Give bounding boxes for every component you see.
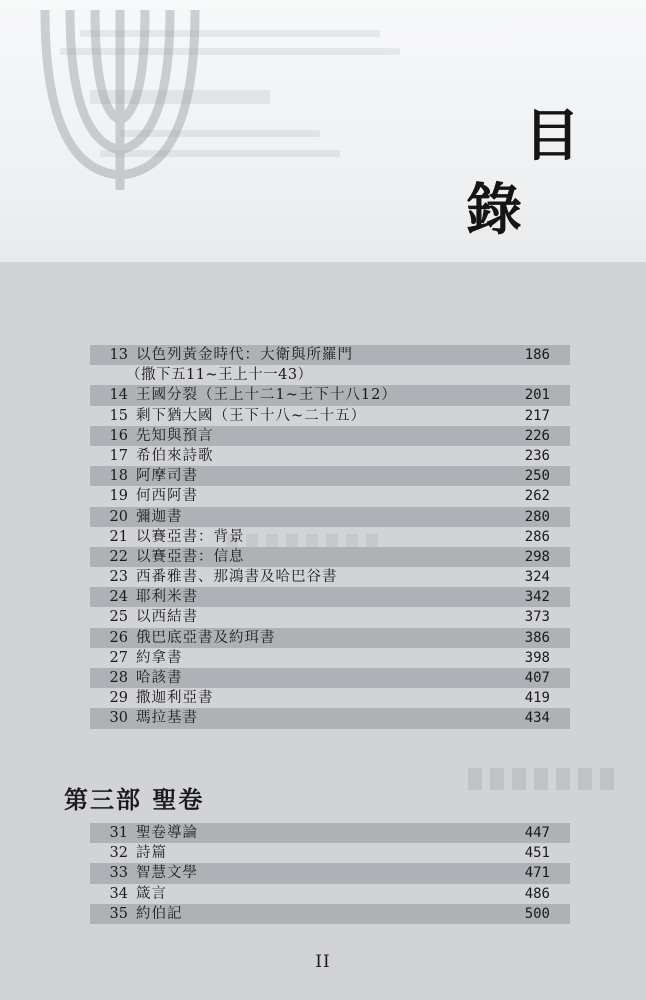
toc-entry-title: 箴言 xyxy=(136,885,167,902)
toc-entry-page: 434 xyxy=(524,710,550,727)
toc-entry-page: 419 xyxy=(524,690,550,707)
toc-entry xyxy=(90,567,570,587)
toc-entry-title: 約拿書 xyxy=(136,649,183,666)
toc-entry xyxy=(90,668,570,688)
toc-entry-number: 33 xyxy=(109,865,128,882)
toc-entry-title: 以賽亞書：信息 xyxy=(136,548,245,565)
toc-entry-number: 31 xyxy=(109,825,128,841)
toc-entry-page: 186 xyxy=(524,347,550,363)
toc-entry-title: 阿摩司書 xyxy=(136,468,198,485)
toc-entry-number: 27 xyxy=(109,649,128,666)
toc-entry-number: 35 xyxy=(109,905,128,922)
toc-entry xyxy=(90,708,570,728)
toc-entry-page: 398 xyxy=(524,649,550,666)
toc-entry-title: 希伯來詩歌 xyxy=(136,447,214,464)
toc-entry-subtitle: （撒下五11~王上十一43） xyxy=(126,367,313,384)
toc-entry-title: 以色列黃金時代：大衛與所羅門 xyxy=(136,347,353,363)
toc-entry-title: 何西阿書 xyxy=(136,488,198,505)
toc-entry xyxy=(90,385,570,405)
toc-entry xyxy=(90,607,570,627)
toc-entry-number: 28 xyxy=(109,670,128,686)
bleed-through-text xyxy=(468,768,618,790)
toc-entry xyxy=(90,587,570,607)
toc-list-part3 xyxy=(90,823,570,924)
toc-entry-number: 32 xyxy=(109,845,128,862)
toc-entry-number: 13 xyxy=(109,347,128,363)
toc-entry xyxy=(90,426,570,446)
toc-entry-title: 剩下猶大國（王下十八~二十五） xyxy=(136,407,367,424)
toc-entry xyxy=(90,863,570,883)
toc-entry xyxy=(90,884,570,904)
toc-entry-page: 250 xyxy=(524,468,550,485)
toc-entry-number: 15 xyxy=(109,407,128,424)
toc-entry-page: 280 xyxy=(524,508,550,525)
toc-entry-title: 瑪拉基書 xyxy=(136,710,198,727)
toc-entry-number: 16 xyxy=(109,427,128,444)
toc-entry-number: 21 xyxy=(109,528,128,545)
toc-entry-number: 23 xyxy=(109,569,128,586)
toc-entry-number: 22 xyxy=(109,548,128,565)
toc-entry xyxy=(90,843,570,863)
toc-entry-number: 29 xyxy=(109,690,128,707)
toc-entry-page: 217 xyxy=(524,407,550,424)
toc-entry xyxy=(90,507,570,527)
toc-entry xyxy=(90,466,570,486)
toc-entry-number: 34 xyxy=(109,885,128,902)
toc-entry-number: 17 xyxy=(109,447,128,464)
toc-entry-title: 哈該書 xyxy=(136,670,183,686)
header-banner xyxy=(0,0,646,262)
toc-entry-number: 20 xyxy=(109,508,128,525)
toc-entry-number: 30 xyxy=(109,710,128,727)
toc-entry xyxy=(90,823,570,843)
toc-entry-page: 201 xyxy=(524,387,550,404)
toc-entry xyxy=(90,446,570,466)
toc-entry-page: 500 xyxy=(524,905,550,922)
toc-entry xyxy=(90,688,570,708)
toc-entry-page: 342 xyxy=(524,589,550,606)
toc-entry xyxy=(90,365,570,385)
section-heading-part3: 第三部 聖卷 xyxy=(64,785,205,814)
toc-entry-title: 以西結書 xyxy=(136,609,198,626)
toc-entry-number: 18 xyxy=(109,468,128,485)
toc-entry xyxy=(90,904,570,924)
toc-entry-title: 以賽亞書：背景 xyxy=(136,528,245,545)
toc-entry-number: 25 xyxy=(109,609,128,626)
toc-entry xyxy=(90,486,570,506)
toc-entry-page: 451 xyxy=(524,845,550,862)
toc-entry xyxy=(90,406,570,426)
page-title xyxy=(466,103,586,248)
toc-entry-page: 373 xyxy=(524,609,550,626)
toc-entry-page: 324 xyxy=(524,569,550,586)
toc-entry xyxy=(90,345,570,365)
toc-entry-number: 14 xyxy=(109,387,128,404)
toc-entry-title: 約伯記 xyxy=(136,905,183,922)
toc-entry-page: 262 xyxy=(524,488,550,505)
toc-entry-page: 298 xyxy=(524,548,550,565)
title-char-2: 錄 xyxy=(466,177,522,243)
toc-entry-page: 447 xyxy=(524,825,550,841)
toc-entry-number: 24 xyxy=(109,589,128,606)
title-char-1: 目 xyxy=(524,103,580,169)
toc-list-part2 xyxy=(90,345,570,729)
toc-entry xyxy=(90,648,570,668)
toc-entry-number: 19 xyxy=(109,488,128,505)
toc-entry-page: 471 xyxy=(524,865,550,882)
watermark-text xyxy=(60,20,420,200)
toc-entry-number: 26 xyxy=(109,629,128,646)
toc-entry-title: 王國分裂（王上十二1~王下十八12） xyxy=(136,387,397,404)
toc-entry-title: 西番雅書、那鴻書及哈巴谷書 xyxy=(136,569,338,586)
toc-entry xyxy=(90,628,570,648)
toc-entry xyxy=(90,527,570,547)
toc-entry-page: 486 xyxy=(524,885,550,902)
toc-entry-title: 先知與預言 xyxy=(136,427,214,444)
toc-entry xyxy=(90,547,570,567)
toc-entry-title: 俄巴底亞書及約珥書 xyxy=(136,629,276,646)
toc-entry-page: 236 xyxy=(524,447,550,464)
toc-entry-page: 286 xyxy=(524,528,550,545)
toc-entry-page: 407 xyxy=(524,670,550,686)
toc-entry-title: 撒迦利亞書 xyxy=(136,690,214,707)
toc-entry-title: 聖卷導論 xyxy=(136,825,198,841)
page-number: II xyxy=(315,952,331,972)
toc-entry-title: 彌迦書 xyxy=(136,508,183,525)
toc-entry-title: 詩篇 xyxy=(136,845,167,862)
toc-entry-title: 耶利米書 xyxy=(136,589,198,606)
toc-entry-page: 386 xyxy=(524,629,550,646)
toc-entry-page: 226 xyxy=(524,427,550,444)
toc-entry-title: 智慧文學 xyxy=(136,865,198,882)
